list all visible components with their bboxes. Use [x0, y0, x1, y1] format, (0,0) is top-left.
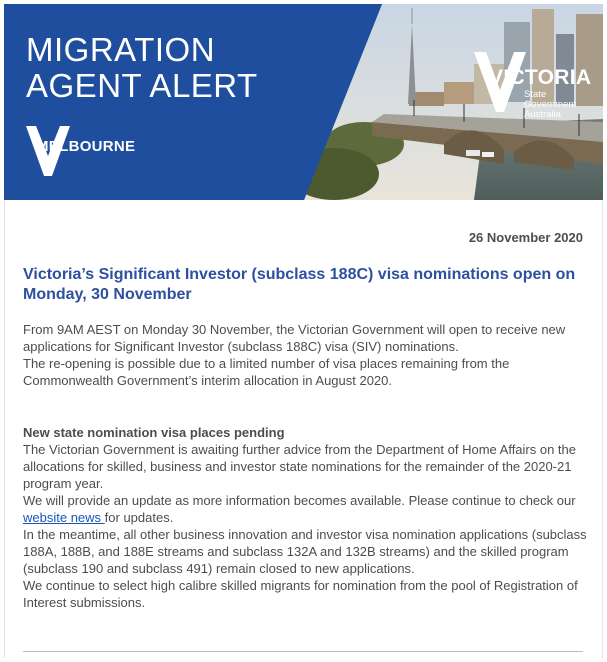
- banner-title: [26, 32, 258, 104]
- footer-divider: [23, 651, 583, 652]
- website-news-link[interactable]: website news: [23, 510, 105, 525]
- section-heading: New state nomination visa places pending: [23, 425, 285, 440]
- victoria-sub-government: Government: [524, 99, 577, 110]
- section-paragraph-2-after: for updates.: [104, 510, 174, 525]
- section-paragraph-2: [23, 492, 588, 526]
- pending-section: [23, 424, 588, 611]
- banner-title-line2: AGENT ALERT: [26, 67, 258, 104]
- article-date: 26 November 2020: [468, 230, 583, 245]
- victoria-logo-text: VICTORIA: [489, 66, 592, 89]
- section-paragraph-4: We continue to select high calibre skilled migrants for nomination from the pool of Registration of Interest submissions.: [23, 578, 578, 610]
- header-banner: [4, 4, 603, 200]
- section-paragraph-3: In the meantime, all other business innovation and investor visa nomination applications (subclass 188A, 188B, and 188E streams and subclass 132A and 132B streams) and the skilled program (subclass 190 and subclass 491) remain closed to new applications.: [23, 527, 587, 576]
- victoria-logo-subtext: [524, 90, 576, 120]
- intro-paragraph-1: From 9AM AEST on Monday 30 November, the Victorian Government will open to receive new applications for Significant Investor (subclass 188C) visa (SIV) nominations.: [23, 322, 566, 354]
- section-paragraph-1: The Victorian Government is awaiting further advice from the Department of Home Affairs on the allocations for skilled, business and investor state nominations for the remainder of the 2020-21 program year.: [23, 442, 577, 491]
- article-headline: Victoria’s Significant Investor (subclass 188C) visa nominations open on Monday, 30 November: [23, 266, 576, 303]
- victoria-sub-state: State: [524, 89, 547, 100]
- intro-section: [23, 321, 588, 389]
- banner-title-line1: MIGRATION: [26, 31, 216, 68]
- melbourne-logo-text: MELBOURNE: [36, 138, 136, 155]
- intro-paragraph-2: The re-opening is possible due to a limited number of visa places remaining from the Commonwealth Government’s interim allocation in August 2020.: [23, 356, 510, 388]
- victoria-sub-australia: Australia: [524, 109, 561, 120]
- section-paragraph-2-before: We will provide an update as more information becomes available. Please continue to check our: [23, 493, 576, 508]
